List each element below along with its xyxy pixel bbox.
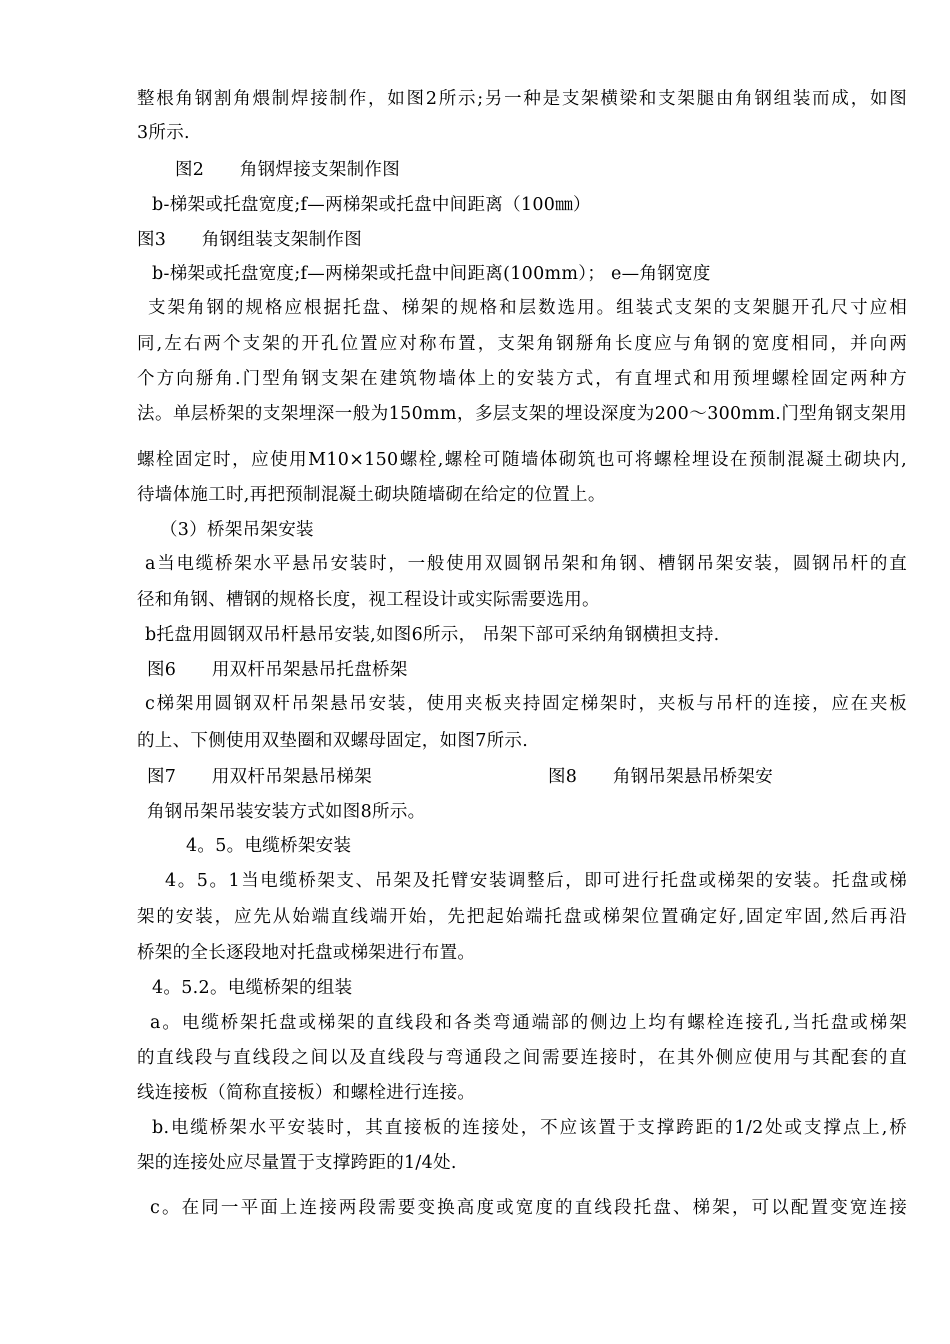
text-line: b.电缆桥架水平安装时，其直接板的连接处，不应该置于支撑跨距的1/2处或支撑点上,桥 (152, 1118, 907, 1138)
text-line: c。在同一平面上连接两段需要变换高度或宽度的直线段托盘、梯架，可以配置变宽连接 (150, 1198, 907, 1218)
figure-caption: 图3 角钢组装支架制作图 (137, 230, 363, 250)
text-line: b托盘用圆钢双吊杆悬吊安装,如图6所示， 吊架下部可采纳角钢横担支持. (145, 625, 720, 645)
text-line: 螺栓固定时，应使用M10×150螺栓,螺栓可随墙体砌筑也可将螺栓埋设在预制混凝土砌块内, (137, 450, 907, 470)
figure-legend: b-梯架或托盘宽度;f—两梯架或托盘中间距离(100mm）； e—角钢宽度 (152, 264, 711, 284)
text-line: c梯架用圆钢双杆吊架悬吊安装，使用夹板夹持固定梯架时，夹板与吊杆的连接，应在夹板 (145, 694, 907, 714)
text-line: 径和角钢、槽钢的规格长度，视工程设计或实际需要选用。 (137, 590, 600, 610)
text-line: 支架角钢的规格应根据托盘、梯架的规格和层数选用。组装式支架的支架腿开孔尺寸应相 (148, 298, 907, 318)
figure-caption: 图7 用双杆吊架悬吊梯架 (147, 767, 373, 787)
figure-caption: 图2 角钢焊接支架制作图 (175, 160, 401, 180)
text-line: 架的连接处应尽量置于支撑跨距的1/4处. (137, 1153, 457, 1173)
text-line: 的直线段与直线段之间以及直线段与弯通段之间需要连接时，在其外侧应使用与其配套的直 (137, 1048, 907, 1068)
text-line: a当电缆桥架水平悬吊安装时，一般使用双圆钢吊架和角钢、槽钢吊架安装，圆钢吊杆的直 (145, 554, 907, 574)
text-line: 整根角钢割角煨制焊接制作，如图2所示;另一种是支架横梁和支架腿由角钢组装而成，如图 (137, 89, 907, 109)
text-line: 待墙体施工时,再把预制混凝土砌块随墙砌在给定的位置上。 (137, 485, 606, 505)
text-line: 同,左右两个支架的开孔位置应对称布置，支架角钢掰角长度应与角钢的宽度相同，并向两 (137, 334, 907, 354)
section-heading: （3）桥架吊架安装 (160, 520, 314, 540)
text-line: 个方向掰角.门型角钢支架在建筑物墙体上的安装方式，有直埋式和用预埋螺栓固定两种方 (137, 369, 907, 389)
text-line: 4。5。1当电缆桥架支、吊架及托臂安装调整后，即可进行托盘或梯架的安装。托盘或梯 (165, 871, 907, 891)
figure-caption: 图8 角钢吊架悬吊桥架安 (548, 767, 774, 787)
figure-caption: 图6 用双杆吊架悬吊托盘桥架 (147, 660, 408, 680)
text-line: a。电缆桥架托盘或梯架的直线段和各类弯通端部的侧边上均有螺栓连接孔,当托盘或梯架 (150, 1013, 907, 1033)
section-heading: 4。5。电缆桥架安装 (186, 836, 352, 856)
text-line: 桥架的全长逐段地对托盘或梯架进行布置。 (137, 943, 476, 963)
text-line: 3所示. (137, 123, 190, 143)
text-line: 的上、下侧使用双垫圈和双螺母固定，如图7所示. (137, 731, 529, 751)
text-line: 法。单层桥架的支架埋深一般为150mm，多层支架的埋设深度为200～300mm.门型角钢支架用 (137, 404, 907, 424)
text-line: 架的安装，应先从始端直线端开始，先把起始端托盘或梯架位置确定好,固定牢固,然后再沿 (137, 907, 907, 927)
section-heading: 4。5.2。电缆桥架的组装 (152, 978, 353, 998)
text-line: 线连接板（简称直接板）和螺栓进行连接。 (137, 1083, 476, 1103)
text-line: 角钢吊架吊装安装方式如图8所示。 (147, 802, 426, 822)
figure-legend: b-梯架或托盘宽度;f—两梯架或托盘中间距离（100㎜） (152, 195, 591, 215)
